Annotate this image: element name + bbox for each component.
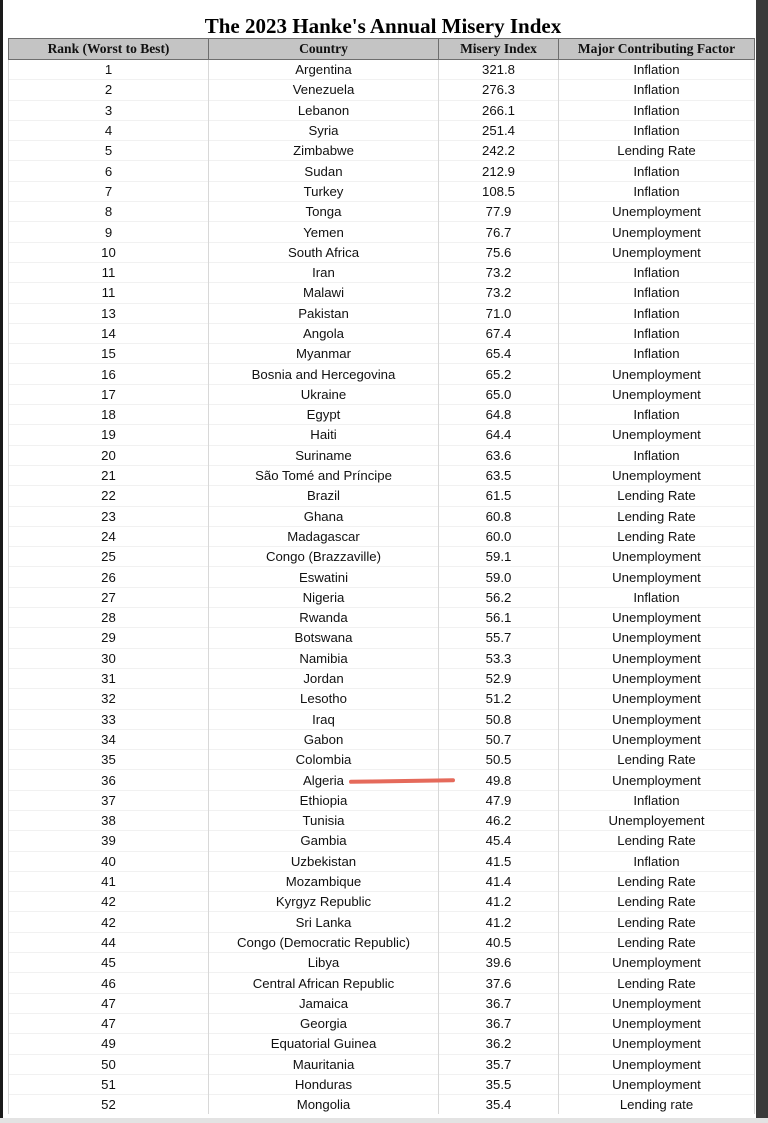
cell-misery-index[interactable]: 41.2 bbox=[439, 912, 559, 932]
table-row bbox=[9, 344, 755, 364]
cell-rank[interactable]: 38 bbox=[9, 810, 209, 830]
cell-rank[interactable]: 15 bbox=[9, 344, 209, 364]
cell-factor[interactable]: Unemployment bbox=[559, 770, 755, 790]
cell-misery-index[interactable]: 242.2 bbox=[439, 141, 559, 161]
cell-factor[interactable]: Inflation bbox=[559, 405, 755, 425]
cell-rank[interactable]: 13 bbox=[9, 303, 209, 323]
cell-country[interactable]: Tonga bbox=[209, 202, 439, 222]
cell-misery-index[interactable]: 67.4 bbox=[439, 323, 559, 343]
cell-misery-index[interactable]: 36.7 bbox=[439, 1013, 559, 1033]
cell-country[interactable]: Venezuela bbox=[209, 80, 439, 100]
table-row bbox=[9, 993, 755, 1013]
cell-misery-index[interactable]: 56.1 bbox=[439, 608, 559, 628]
cell-misery-index[interactable]: 36.2 bbox=[439, 1034, 559, 1054]
cell-country[interactable]: Libya bbox=[209, 953, 439, 973]
cell-rank[interactable]: 14 bbox=[9, 323, 209, 343]
cell-misery-index[interactable]: 108.5 bbox=[439, 181, 559, 201]
cell-factor[interactable]: Lending Rate bbox=[559, 973, 755, 993]
table-row bbox=[9, 648, 755, 668]
cell-country[interactable]: Suriname bbox=[209, 445, 439, 465]
cell-factor[interactable]: Unemployment bbox=[559, 1074, 755, 1094]
cell-country[interactable]: Mongolia bbox=[209, 1095, 439, 1115]
cell-misery-index[interactable]: 212.9 bbox=[439, 161, 559, 181]
table-row bbox=[9, 831, 755, 851]
table-row bbox=[9, 100, 755, 120]
cell-country[interactable]: Nigeria bbox=[209, 587, 439, 607]
sheet-title: The 2023 Hanke's Annual Misery Index bbox=[204, 14, 562, 38]
cell-country[interactable]: Ethiopia bbox=[209, 790, 439, 810]
cell-misery-index[interactable]: 41.2 bbox=[439, 892, 559, 912]
table-row bbox=[9, 242, 755, 262]
cell-country[interactable]: Mauritania bbox=[209, 1054, 439, 1074]
cell-country[interactable]: Gabon bbox=[209, 729, 439, 749]
table-row bbox=[9, 851, 755, 871]
cell-rank[interactable]: 4 bbox=[9, 120, 209, 140]
cell-country[interactable]: Iran bbox=[209, 262, 439, 282]
cell-misery-index[interactable]: 36.7 bbox=[439, 993, 559, 1013]
table-row bbox=[9, 1095, 755, 1115]
table-row bbox=[9, 384, 755, 404]
cell-country[interactable]: Myanmar bbox=[209, 344, 439, 364]
cell-misery-index[interactable]: 61.5 bbox=[439, 486, 559, 506]
header-country[interactable]: Country bbox=[209, 39, 439, 60]
cell-factor[interactable]: Inflation bbox=[559, 60, 755, 80]
cell-rank[interactable]: 29 bbox=[9, 628, 209, 648]
cell-country[interactable]: Sri Lanka bbox=[209, 912, 439, 932]
cell-rank[interactable]: 33 bbox=[9, 709, 209, 729]
cell-rank[interactable]: 37 bbox=[9, 790, 209, 810]
header-factor[interactable]: Major Contributing Factor bbox=[559, 39, 755, 60]
cell-misery-index[interactable]: 276.3 bbox=[439, 80, 559, 100]
cell-rank[interactable]: 23 bbox=[9, 506, 209, 526]
table-row bbox=[9, 303, 755, 323]
cell-factor[interactable]: Lending Rate bbox=[559, 141, 755, 161]
cell-rank[interactable]: 5 bbox=[9, 141, 209, 161]
cell-misery-index[interactable]: 266.1 bbox=[439, 100, 559, 120]
table-row bbox=[9, 506, 755, 526]
cell-factor[interactable]: Lending Rate bbox=[559, 486, 755, 506]
cell-rank[interactable]: 45 bbox=[9, 953, 209, 973]
cell-misery-index[interactable]: 59.1 bbox=[439, 547, 559, 567]
cell-country[interactable]: Madagascar bbox=[209, 526, 439, 546]
cell-misery-index[interactable]: 64.8 bbox=[439, 405, 559, 425]
cell-misery-index[interactable]: 37.6 bbox=[439, 973, 559, 993]
bottom-strip bbox=[0, 1118, 768, 1123]
cell-factor[interactable]: Inflation bbox=[559, 283, 755, 303]
cell-country[interactable]: Angola bbox=[209, 323, 439, 343]
cell-factor[interactable]: Unemployment bbox=[559, 608, 755, 628]
cell-factor[interactable]: Inflation bbox=[559, 120, 755, 140]
cell-factor[interactable]: Inflation bbox=[559, 851, 755, 871]
cell-factor[interactable]: Inflation bbox=[559, 344, 755, 364]
cell-country[interactable]: Pakistan bbox=[209, 303, 439, 323]
cell-rank[interactable]: 28 bbox=[9, 608, 209, 628]
cell-misery-index[interactable]: 50.7 bbox=[439, 729, 559, 749]
cell-rank[interactable]: 34 bbox=[9, 729, 209, 749]
cell-misery-index[interactable]: 40.5 bbox=[439, 932, 559, 952]
cell-rank[interactable]: 3 bbox=[9, 100, 209, 120]
table-row bbox=[9, 465, 755, 485]
cell-factor[interactable]: Unemployment bbox=[559, 547, 755, 567]
cell-rank[interactable]: 30 bbox=[9, 648, 209, 668]
cell-country[interactable]: Kyrgyz Republic bbox=[209, 892, 439, 912]
misery-index-table bbox=[8, 38, 755, 1114]
cell-country[interactable]: Rwanda bbox=[209, 608, 439, 628]
cell-misery-index[interactable]: 73.2 bbox=[439, 262, 559, 282]
cell-country[interactable]: Ukraine bbox=[209, 384, 439, 404]
cell-rank[interactable]: 40 bbox=[9, 851, 209, 871]
cell-misery-index[interactable]: 50.8 bbox=[439, 709, 559, 729]
cell-factor[interactable]: Unemployment bbox=[559, 384, 755, 404]
right-edge bbox=[756, 0, 768, 1123]
table-row bbox=[9, 161, 755, 181]
cell-misery-index[interactable]: 52.9 bbox=[439, 668, 559, 688]
cell-factor[interactable]: Lending Rate bbox=[559, 932, 755, 952]
cell-country[interactable]: Lesotho bbox=[209, 689, 439, 709]
cell-factor[interactable]: Inflation bbox=[559, 587, 755, 607]
cell-misery-index[interactable]: 35.5 bbox=[439, 1074, 559, 1094]
cell-misery-index[interactable]: 65.2 bbox=[439, 364, 559, 384]
cell-rank[interactable]: 36 bbox=[9, 770, 209, 790]
cell-misery-index[interactable]: 45.4 bbox=[439, 831, 559, 851]
cell-rank[interactable]: 50 bbox=[9, 1054, 209, 1074]
cell-country[interactable]: Mozambique bbox=[209, 871, 439, 891]
cell-country[interactable]: Eswatini bbox=[209, 567, 439, 587]
table-row bbox=[9, 181, 755, 201]
cell-misery-index[interactable]: 321.8 bbox=[439, 60, 559, 80]
cell-rank[interactable]: 39 bbox=[9, 831, 209, 851]
cell-factor[interactable]: Unemployment bbox=[559, 222, 755, 242]
table-row bbox=[9, 1074, 755, 1094]
cell-misery-index[interactable]: 41.4 bbox=[439, 871, 559, 891]
cell-rank[interactable]: 52 bbox=[9, 1095, 209, 1115]
table-row bbox=[9, 526, 755, 546]
cell-country[interactable]: Congo (Brazzaville) bbox=[209, 547, 439, 567]
cell-misery-index[interactable]: 50.5 bbox=[439, 750, 559, 770]
cell-factor[interactable]: Unemployment bbox=[559, 465, 755, 485]
cell-rank[interactable]: 26 bbox=[9, 567, 209, 587]
cell-rank[interactable]: 6 bbox=[9, 161, 209, 181]
table-row bbox=[9, 587, 755, 607]
cell-rank[interactable]: 44 bbox=[9, 932, 209, 952]
cell-country[interactable]: Botswana bbox=[209, 628, 439, 648]
cell-rank[interactable]: 8 bbox=[9, 202, 209, 222]
cell-misery-index[interactable]: 71.0 bbox=[439, 303, 559, 323]
cell-country[interactable]: Haiti bbox=[209, 425, 439, 445]
cell-factor[interactable]: Unemployment bbox=[559, 689, 755, 709]
table-row bbox=[9, 871, 755, 891]
cell-rank[interactable]: 32 bbox=[9, 689, 209, 709]
cell-country[interactable]: Tunisia bbox=[209, 810, 439, 830]
cell-country[interactable]: São Tomé and Príncipe bbox=[209, 465, 439, 485]
cell-misery-index[interactable]: 64.4 bbox=[439, 425, 559, 445]
cell-country[interactable]: Jamaica bbox=[209, 993, 439, 1013]
table-row bbox=[9, 60, 755, 80]
cell-rank[interactable]: 27 bbox=[9, 587, 209, 607]
table-row bbox=[9, 1013, 755, 1033]
cell-country[interactable]: Iraq bbox=[209, 709, 439, 729]
table-row bbox=[9, 628, 755, 648]
table-row bbox=[9, 222, 755, 242]
left-edge bbox=[0, 0, 3, 1123]
cell-rank[interactable]: 20 bbox=[9, 445, 209, 465]
table-row bbox=[9, 202, 755, 222]
cell-factor[interactable]: Lending Rate bbox=[559, 526, 755, 546]
table-row bbox=[9, 892, 755, 912]
cell-misery-index[interactable]: 60.8 bbox=[439, 506, 559, 526]
cell-rank[interactable]: 11 bbox=[9, 283, 209, 303]
cell-misery-index[interactable]: 49.8 bbox=[439, 770, 559, 790]
cell-factor[interactable]: Lending Rate bbox=[559, 892, 755, 912]
cell-factor[interactable]: Unemployment bbox=[559, 628, 755, 648]
table-row bbox=[9, 141, 755, 161]
cell-country[interactable]: Bosnia and Hercegovina bbox=[209, 364, 439, 384]
cell-misery-index[interactable]: 59.0 bbox=[439, 567, 559, 587]
table-row bbox=[9, 1054, 755, 1074]
cell-country[interactable]: Jordan bbox=[209, 668, 439, 688]
cell-misery-index[interactable]: 53.3 bbox=[439, 648, 559, 668]
cell-factor[interactable]: Unemployment bbox=[559, 1034, 755, 1054]
cell-country[interactable]: Turkey bbox=[209, 181, 439, 201]
cell-rank[interactable]: 22 bbox=[9, 486, 209, 506]
table-row bbox=[9, 973, 755, 993]
cell-country[interactable]: Georgia bbox=[209, 1013, 439, 1033]
cell-rank[interactable]: 46 bbox=[9, 973, 209, 993]
cell-rank[interactable]: 47 bbox=[9, 993, 209, 1013]
table-row bbox=[9, 790, 755, 810]
table-row bbox=[9, 608, 755, 628]
table-row bbox=[9, 668, 755, 688]
cell-factor[interactable]: Inflation bbox=[559, 445, 755, 465]
header-row bbox=[9, 39, 755, 60]
cell-misery-index[interactable]: 56.2 bbox=[439, 587, 559, 607]
cell-misery-index[interactable]: 35.4 bbox=[439, 1095, 559, 1115]
cell-country[interactable]: Brazil bbox=[209, 486, 439, 506]
cell-country[interactable]: Malawi bbox=[209, 283, 439, 303]
cell-rank[interactable]: 16 bbox=[9, 364, 209, 384]
table-row bbox=[9, 709, 755, 729]
cell-rank[interactable]: 42 bbox=[9, 892, 209, 912]
cell-misery-index[interactable]: 75.6 bbox=[439, 242, 559, 262]
cell-rank[interactable]: 17 bbox=[9, 384, 209, 404]
cell-rank[interactable]: 42 bbox=[9, 912, 209, 932]
cell-factor[interactable]: Unemployment bbox=[559, 993, 755, 1013]
cell-factor[interactable]: Unemployment bbox=[559, 729, 755, 749]
header-misery-index[interactable]: Misery Index bbox=[439, 39, 559, 60]
cell-factor[interactable]: Unemployment bbox=[559, 425, 755, 445]
cell-factor[interactable]: Inflation bbox=[559, 323, 755, 343]
cell-factor[interactable]: Inflation bbox=[559, 161, 755, 181]
cell-factor[interactable]: Lending Rate bbox=[559, 506, 755, 526]
cell-factor[interactable]: Lending Rate bbox=[559, 831, 755, 851]
cell-factor[interactable]: Inflation bbox=[559, 262, 755, 282]
cell-country[interactable]: Ghana bbox=[209, 506, 439, 526]
cell-factor[interactable]: Lending rate bbox=[559, 1095, 755, 1115]
table-row bbox=[9, 810, 755, 830]
cell-factor[interactable]: Unemployment bbox=[559, 364, 755, 384]
cell-country[interactable]: Central African Republic bbox=[209, 973, 439, 993]
table-row bbox=[9, 912, 755, 932]
cell-rank[interactable]: 10 bbox=[9, 242, 209, 262]
cell-country[interactable]: Egypt bbox=[209, 405, 439, 425]
cell-rank[interactable]: 19 bbox=[9, 425, 209, 445]
table-row bbox=[9, 547, 755, 567]
cell-country[interactable]: Namibia bbox=[209, 648, 439, 668]
table-row bbox=[9, 750, 755, 770]
table-row bbox=[9, 323, 755, 343]
cell-misery-index[interactable]: 251.4 bbox=[439, 120, 559, 140]
cell-country[interactable]: Zimbabwe bbox=[209, 141, 439, 161]
table-row bbox=[9, 262, 755, 282]
cell-country[interactable]: Yemen bbox=[209, 222, 439, 242]
table-row bbox=[9, 486, 755, 506]
table-row bbox=[9, 932, 755, 952]
cell-rank[interactable]: 31 bbox=[9, 668, 209, 688]
cell-misery-index[interactable]: 47.9 bbox=[439, 790, 559, 810]
cell-country[interactable]: Lebanon bbox=[209, 100, 439, 120]
cell-rank[interactable]: 41 bbox=[9, 871, 209, 891]
cell-misery-index[interactable]: 41.5 bbox=[439, 851, 559, 871]
table-row bbox=[9, 729, 755, 749]
cell-rank[interactable]: 49 bbox=[9, 1034, 209, 1054]
table-body bbox=[9, 60, 755, 1115]
cell-rank[interactable]: 25 bbox=[9, 547, 209, 567]
cell-misery-index[interactable]: 51.2 bbox=[439, 689, 559, 709]
cell-misery-index[interactable]: 63.5 bbox=[439, 465, 559, 485]
table-row bbox=[9, 405, 755, 425]
cell-factor[interactable]: Unemployment bbox=[559, 1054, 755, 1074]
cell-rank[interactable]: 35 bbox=[9, 750, 209, 770]
cell-rank[interactable]: 9 bbox=[9, 222, 209, 242]
table-row bbox=[9, 364, 755, 384]
cell-factor[interactable]: Unemployment bbox=[559, 668, 755, 688]
table-row bbox=[9, 445, 755, 465]
cell-misery-index[interactable]: 46.2 bbox=[439, 810, 559, 830]
table-row bbox=[9, 120, 755, 140]
cell-misery-index[interactable]: 35.7 bbox=[439, 1054, 559, 1074]
cell-factor[interactable]: Unemployement bbox=[559, 810, 755, 830]
cell-country[interactable]: Uzbekistan bbox=[209, 851, 439, 871]
cell-misery-index[interactable]: 65.4 bbox=[439, 344, 559, 364]
cell-rank[interactable]: 21 bbox=[9, 465, 209, 485]
cell-factor[interactable]: Unemployment bbox=[559, 953, 755, 973]
cell-misery-index[interactable]: 65.0 bbox=[439, 384, 559, 404]
cell-country[interactable]: Congo (Democratic Republic) bbox=[209, 932, 439, 952]
cell-factor[interactable]: Inflation bbox=[559, 100, 755, 120]
cell-factor[interactable]: Unemployment bbox=[559, 202, 755, 222]
cell-factor[interactable]: Unemployment bbox=[559, 1013, 755, 1033]
cell-misery-index[interactable]: 39.6 bbox=[439, 953, 559, 973]
cell-country[interactable]: Algeria bbox=[209, 770, 439, 790]
cell-rank[interactable]: 2 bbox=[9, 80, 209, 100]
table-row bbox=[9, 953, 755, 973]
cell-country[interactable]: Sudan bbox=[209, 161, 439, 181]
table-row bbox=[9, 1034, 755, 1054]
cell-misery-index[interactable]: 63.6 bbox=[439, 445, 559, 465]
cell-rank[interactable]: 24 bbox=[9, 526, 209, 546]
cell-country[interactable]: Gambia bbox=[209, 831, 439, 851]
cell-factor[interactable]: Unemployment bbox=[559, 567, 755, 587]
cell-rank[interactable]: 7 bbox=[9, 181, 209, 201]
cell-rank[interactable]: 11 bbox=[9, 262, 209, 282]
cell-country[interactable]: Argentina bbox=[209, 60, 439, 80]
header-rank[interactable]: Rank (Worst to Best) bbox=[9, 39, 209, 60]
cell-rank[interactable]: 18 bbox=[9, 405, 209, 425]
cell-country[interactable]: Honduras bbox=[209, 1074, 439, 1094]
cell-country[interactable]: Colombia bbox=[209, 750, 439, 770]
cell-factor[interactable]: Inflation bbox=[559, 181, 755, 201]
cell-misery-index[interactable]: 76.7 bbox=[439, 222, 559, 242]
cell-factor[interactable]: Lending Rate bbox=[559, 912, 755, 932]
cell-rank[interactable]: 47 bbox=[9, 1013, 209, 1033]
cell-country[interactable]: South Africa bbox=[209, 242, 439, 262]
cell-factor[interactable]: Unemployment bbox=[559, 242, 755, 262]
cell-rank[interactable]: 1 bbox=[9, 60, 209, 80]
cell-misery-index[interactable]: 60.0 bbox=[439, 526, 559, 546]
cell-factor[interactable]: Inflation bbox=[559, 80, 755, 100]
cell-misery-index[interactable]: 77.9 bbox=[439, 202, 559, 222]
cell-factor[interactable]: Inflation bbox=[559, 790, 755, 810]
table-row bbox=[9, 567, 755, 587]
cell-country[interactable]: Equatorial Guinea bbox=[209, 1034, 439, 1054]
cell-factor[interactable]: Lending Rate bbox=[559, 750, 755, 770]
table-row bbox=[9, 689, 755, 709]
cell-rank[interactable]: 51 bbox=[9, 1074, 209, 1094]
cell-misery-index[interactable]: 55.7 bbox=[439, 628, 559, 648]
cell-factor[interactable]: Lending Rate bbox=[559, 871, 755, 891]
cell-factor[interactable]: Unemployment bbox=[559, 709, 755, 729]
table-row bbox=[9, 80, 755, 100]
cell-misery-index[interactable]: 73.2 bbox=[439, 283, 559, 303]
cell-factor[interactable]: Inflation bbox=[559, 303, 755, 323]
cell-country[interactable]: Syria bbox=[209, 120, 439, 140]
table-row bbox=[9, 425, 755, 445]
table-row bbox=[9, 283, 755, 303]
cell-factor[interactable]: Unemployment bbox=[559, 648, 755, 668]
